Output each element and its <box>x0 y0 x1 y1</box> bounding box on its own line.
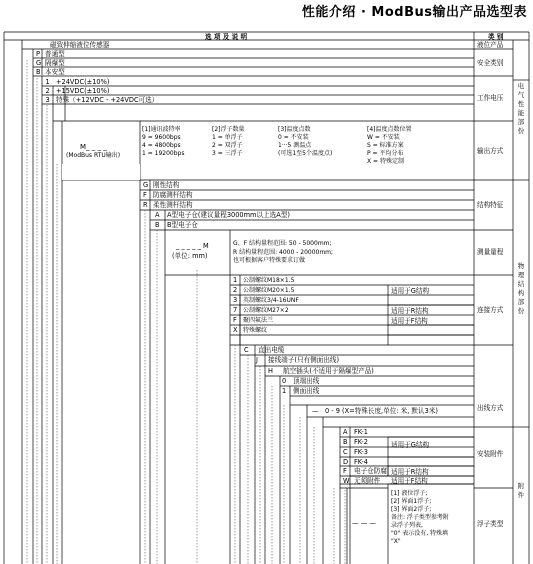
struct-code-g: G <box>143 181 149 189</box>
safety-code-p: P <box>36 49 40 58</box>
cat-voltage: 工作电压 <box>477 94 504 102</box>
acc-code: D <box>343 457 349 466</box>
voltage-code-1: 1 <box>45 77 50 86</box>
cable-code-j: J <box>256 356 258 364</box>
cable-text-j: 接线端子(只有侧面出线) <box>268 356 340 364</box>
thread-code: 3 <box>233 296 238 304</box>
cat-output: 输出方式 <box>477 147 504 155</box>
acc-code: F <box>343 467 347 475</box>
struct-text-g: 刚性结构 <box>153 181 180 189</box>
cat-structure: 结构特征 <box>477 201 504 209</box>
cable-code-c: C <box>244 346 249 354</box>
voltage-text-3: 特殊（+12VDC - +24VDC可选） <box>56 96 159 104</box>
thread-note: 适用于R结构 <box>391 306 429 315</box>
outline-text-1: 侧面出线 <box>293 387 320 395</box>
struct-text-f: 防腐测杆结构 <box>153 191 193 199</box>
outline-text-0: 顶端出线 <box>293 377 320 385</box>
thread-text: 公制螺纹M20×1.5 <box>243 286 295 294</box>
acc-note-r: 适用于R结构 <box>391 468 429 476</box>
safety-text-p: 普通型 <box>45 49 65 58</box>
range-desc: G、F 结构量程范围: 50 - 5000mm; R 结构量程范围: 4000 - 20000mm; 也可根据客户特殊要求订做 <box>233 240 334 264</box>
acc-note-g: 适用于G结构 <box>391 441 430 449</box>
length-text: 0 - 9 (X=特殊长度,单位: 米, 默认3米) <box>325 407 438 415</box>
page-title: 性能介绍 · ModBus输出产品选型表 <box>301 5 527 20</box>
safety-code-g: G <box>36 58 42 67</box>
thread-code: F <box>233 316 237 324</box>
acc-text: FK-1 <box>354 428 368 436</box>
safety-code-b: B <box>36 67 41 76</box>
acc-text: FK-4 <box>354 457 368 466</box>
thread-text: 公制螺纹M18×1.5 <box>243 276 295 284</box>
cable-text-h: 航空插头(不适用于隔爆型产品) <box>283 367 374 375</box>
acc-text: 无须附件 <box>354 476 381 485</box>
cat-range: 测量量程 <box>477 248 504 256</box>
safety-text-g: 隔爆型 <box>45 58 65 67</box>
thread-code: 1 <box>233 276 238 284</box>
thread-note: 适用于G结构 <box>391 287 430 295</box>
thread-text: 聚四氟法兰 <box>243 316 274 324</box>
thread-text: 公制螺纹M27×2 <box>243 306 289 314</box>
voltage-code-3: 3 <box>45 96 50 104</box>
struct-code-f: F <box>143 191 147 199</box>
cat-floattype: 浮子类型 <box>477 520 504 528</box>
voltage-text-2: +15VDC(±10%) <box>56 87 110 95</box>
output-code: M_ _ _ _ <box>80 143 107 151</box>
range-unit: (单位: mm) <box>172 252 208 260</box>
cat-accessory: 安装附件 <box>477 450 504 458</box>
product-name: 磁致伸缩液位传感器 <box>50 41 110 49</box>
length-dash: — <box>312 407 319 415</box>
struct-code-r: R <box>143 201 148 209</box>
acc-code: C <box>343 448 348 456</box>
housing-code-b: B <box>155 221 160 229</box>
thread-text: 特殊螺纹 <box>243 326 268 334</box>
voltage-text-1: +24VDC(±10%) <box>56 77 110 86</box>
acc-code: B <box>343 438 348 446</box>
cable-code-h: H <box>268 367 273 375</box>
float-desc: [1] 液位浮子; [2] 界面1浮子; [3] 界面2浮子; 备注: 浮子类型参考附 录浮子列表, "0" 表示没有, 特殊填 "X" <box>391 490 449 545</box>
thread-note: 适用于F结构 <box>391 316 428 325</box>
acc-code: W <box>343 476 350 485</box>
cable-text-c: 直出电缆 <box>258 346 285 354</box>
acc-note-f: 适用于F结构 <box>391 477 428 485</box>
acc-text: 电子仓防腐 <box>354 467 387 475</box>
acc-code: A <box>343 428 348 436</box>
safety-text-b: 本安型 <box>45 67 65 76</box>
spec-header: 选 项 及 说 明 <box>205 32 248 41</box>
acc-text: FK-2 <box>354 438 368 446</box>
cat-liquid: 液位产品 <box>477 41 504 49</box>
housing-text-b: B型电子仓 <box>167 221 198 229</box>
float-dash: — — — <box>352 519 376 527</box>
temp-pos-block: [4]温度点数位置 W = 不安装 S = 标准方案 P = 平均分布 X = 特殊定制 <box>367 126 412 165</box>
struct-text-r: 柔性测杆结构 <box>153 201 193 209</box>
outline-code-0: 0 <box>282 377 287 385</box>
output-sub: (ModBus RTU输出) <box>66 152 121 159</box>
thread-code: 7 <box>233 306 238 314</box>
thread-text: 英制螺纹3/4-16UNF <box>243 296 299 304</box>
group-electrical: 电气性能部份 <box>517 82 525 135</box>
outline-code-1: 1 <box>282 387 287 395</box>
thread-code: X <box>233 326 238 334</box>
group-attachment: 附件 <box>517 482 525 499</box>
cat-outline: 出线方式 <box>477 404 504 412</box>
voltage-code-2: 2 <box>45 87 50 95</box>
category-header: 类 别 <box>488 32 504 41</box>
range-code: _ _ _ _ _ M <box>176 242 209 250</box>
housing-code-a: A <box>155 211 160 219</box>
housing-text-a: A型电子仓(建议量程3000mm以上选A型) <box>167 211 290 219</box>
float-count-block: [2]浮子数量 1 = 单浮子 2 = 双浮子 3 = 三浮子 <box>212 126 245 157</box>
group-physical: 物理结构部份 <box>517 262 525 315</box>
cat-connect: 连接方式 <box>477 306 504 314</box>
baud-block: [1]通讯波特率 9 = 9600bps 4 = 4800bps 1 = 19200bps <box>142 126 185 157</box>
acc-text: FK-3 <box>354 448 368 456</box>
cat-safety: 安全类别 <box>477 59 504 67</box>
thread-code: 2 <box>233 286 238 294</box>
temp-points-block: [3]温度点数 0 = 不安装 1···5 测温点 (可选1至5个温度点) <box>278 126 333 157</box>
